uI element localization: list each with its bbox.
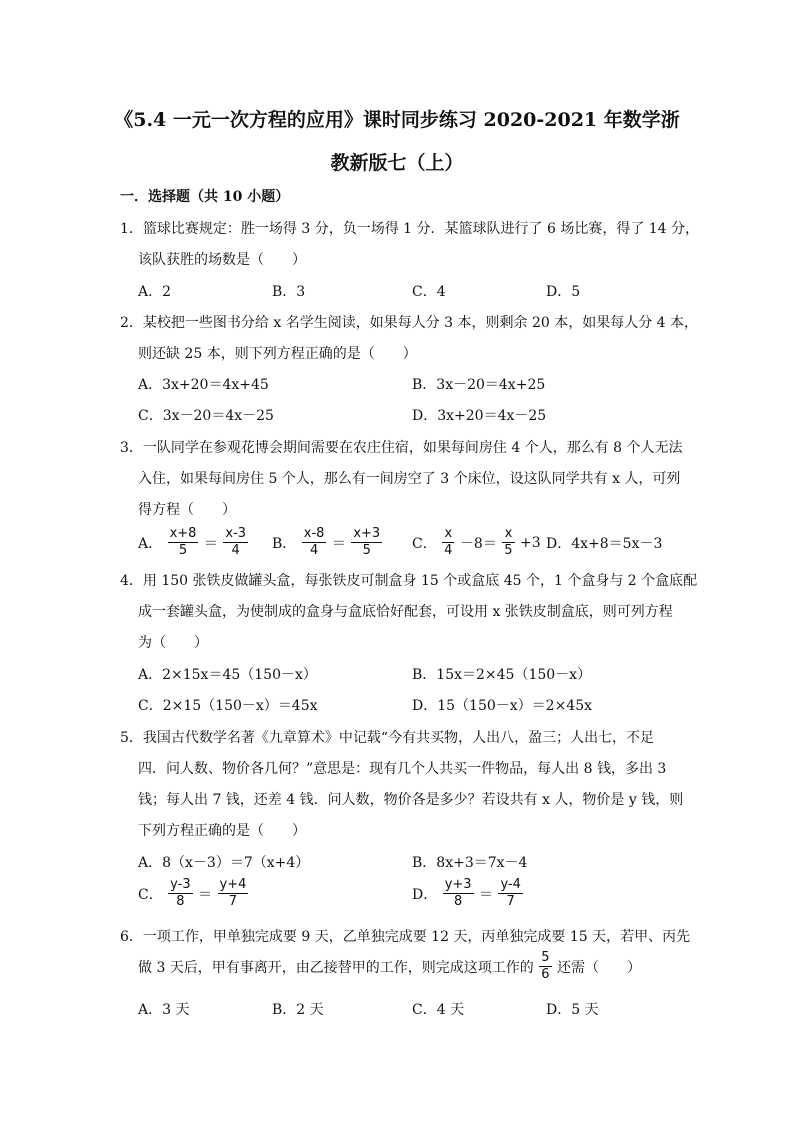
q6-option-a: A．3 天 xyxy=(138,1002,190,1018)
denominator: 5 xyxy=(504,543,513,558)
fraction xyxy=(351,526,382,559)
numerator: x-3 xyxy=(225,526,246,541)
numerator: y+3 xyxy=(444,877,472,892)
equals-sign: ＝ xyxy=(203,535,218,552)
fraction xyxy=(168,526,199,559)
denominator: 7 xyxy=(228,894,238,909)
numerator: x+3 xyxy=(353,526,381,541)
question-2-line-2: 则还缺 25 本，则下列方程正确的是（ ） xyxy=(138,346,417,362)
q2-option-b: B．3x－20＝4x+25 xyxy=(412,377,546,393)
numerator: x xyxy=(502,526,514,543)
question-2-line-1: 2．某校把一些图书分给 x 名学生阅读，如果每人分 3 本，则剩余 20 本，如果每人分 4 本， xyxy=(120,315,699,331)
q3-option-d: D．4x+8＝5x－3 xyxy=(546,536,663,552)
q5-option-b: B．8x+3＝7x－4 xyxy=(412,855,528,871)
denominator: 8 xyxy=(453,894,463,909)
question-6-text-end: 还需（ ） xyxy=(557,959,641,976)
q5-option-a: A．8（x－3）＝7（x+4） xyxy=(138,855,310,871)
equals-sign: ＝ xyxy=(331,535,346,552)
fraction xyxy=(442,526,454,559)
fraction xyxy=(443,877,474,910)
q4-option-d: D．15（150－x）＝2×45x xyxy=(412,698,593,714)
question-1-line-2: 该队获胜的场数是（ ） xyxy=(138,252,306,268)
numerator: x xyxy=(442,526,454,543)
numerator: 5 xyxy=(541,950,550,965)
q1-option-b: B．3 xyxy=(272,284,306,300)
numerator: y-4 xyxy=(500,877,521,892)
q3-option-a xyxy=(138,526,249,559)
question-5-line-3: 钱；每人出 7 钱，还差 4 钱．问人数，物价各是多少？若设共有 x 人，物价是 y 钱，则 xyxy=(138,792,684,808)
q6-option-c: C．4 天 xyxy=(412,1002,465,1018)
denominator: 6 xyxy=(541,967,550,982)
question-4-line-3: 为（ ） xyxy=(138,635,208,651)
question-3-line-3: 得方程（ ） xyxy=(138,502,236,518)
q2-option-a: A．3x+20＝4x+45 xyxy=(138,377,269,393)
question-6-line-2 xyxy=(138,950,641,983)
fraction xyxy=(302,526,327,559)
question-4-line-1: 4．用 150 张铁皮做罐头盒，每张铁皮可制盒身 15 个或盒底 45 个，1 个盒身与 2 个盒底配 xyxy=(120,573,698,589)
option-label: C． xyxy=(412,535,437,552)
q3-option-b xyxy=(272,526,383,559)
question-6-line-1: 6．一项工作，甲单独完成要 9 天，乙单独完成要 12 天，丙单独完成要 15 天，若甲、丙先 xyxy=(120,929,691,945)
q3-option-c xyxy=(412,526,541,559)
denominator: 5 xyxy=(362,543,371,558)
denominator: 8 xyxy=(176,894,185,909)
fraction xyxy=(498,877,522,910)
q4-option-a: A．2×15x＝45（150－x） xyxy=(138,667,317,683)
equals-sign: ＝ xyxy=(479,886,493,903)
equals-sign: ＝ xyxy=(198,886,213,903)
option-label: B． xyxy=(272,535,297,552)
question-6-text: 做 3 天后，甲有事离开，由乙接替甲的工作，则完成这项工作的 xyxy=(138,959,534,976)
option-label: A． xyxy=(138,535,163,552)
fraction xyxy=(502,526,514,559)
question-3-line-2: 入住，如果每间房住 5 个人，那么有一间房空了 3 个床位，设这队同学共有 x 人，可列 xyxy=(138,471,681,487)
fraction xyxy=(223,526,248,559)
operator-text: －8＝ xyxy=(459,535,497,552)
question-4-line-2: 成一套罐头盒，为使制成的盒身与盒底恰好配套，可设用 x 张铁皮制盒底，则可列方程 xyxy=(138,604,673,620)
fraction xyxy=(218,877,249,910)
option-label: D． xyxy=(412,886,438,903)
fraction xyxy=(539,950,551,983)
document-title-line1: 《5.4 一元一次方程的应用》课时同步练习 2020-2021 年数学浙 xyxy=(114,109,680,131)
q4-option-b: B．15x＝2×45（150－x） xyxy=(412,667,592,683)
q2-option-c: C．3x－20＝4x－25 xyxy=(138,408,274,424)
q5-option-c xyxy=(138,877,249,910)
q6-option-d: D．5 天 xyxy=(546,1002,599,1018)
document-title-line2: 教新版七（上） xyxy=(330,152,464,174)
option-label: C． xyxy=(138,886,163,903)
denominator: 4 xyxy=(444,543,453,558)
question-3-line-1: 3．一队同学在参观花博会期间需要在农庄住宿，如果每间房住 4 个人，那么有 8 个人无法 xyxy=(120,440,683,456)
q4-option-c: C．2×15（150－x）＝45x xyxy=(138,698,318,714)
denominator: 4 xyxy=(231,543,240,558)
numerator: x-8 xyxy=(303,526,325,541)
q2-option-d: D．3x+20＝4x－25 xyxy=(412,408,547,424)
q5-option-d xyxy=(412,877,524,910)
q1-option-c: C．4 xyxy=(412,284,446,300)
fraction xyxy=(168,877,192,910)
q1-option-a: A．2 xyxy=(138,284,172,300)
section-heading: 一．选择题（共 10 小题） xyxy=(120,189,290,205)
question-1-line-1: 1．篮球比赛规定：胜一场得 3 分，负一场得 1 分．某篮球队进行了 6 场比赛，得了 14 分， xyxy=(120,221,700,237)
q1-option-d: D．5 xyxy=(546,284,581,300)
question-5-line-4: 下列方程正确的是（ ） xyxy=(138,823,306,839)
denominator: 7 xyxy=(506,894,515,909)
question-5-line-1: 5．我国古代数学名著《九章算术》中记载“今有共买物，人出八，盈三；人出七，不足 xyxy=(120,730,655,746)
operator-text: +3 xyxy=(520,534,541,551)
question-5-line-2: 四．问人数、物价各几何？”意思是：现有几个人共买一件物品，每人出 8 钱，多出 3 xyxy=(138,761,667,777)
denominator: 4 xyxy=(309,543,319,558)
q6-option-b: B．2 天 xyxy=(272,1002,324,1018)
numerator: y-3 xyxy=(170,877,191,892)
numerator: x+8 xyxy=(169,526,197,541)
denominator: 5 xyxy=(178,543,188,558)
numerator: y+4 xyxy=(219,877,247,892)
